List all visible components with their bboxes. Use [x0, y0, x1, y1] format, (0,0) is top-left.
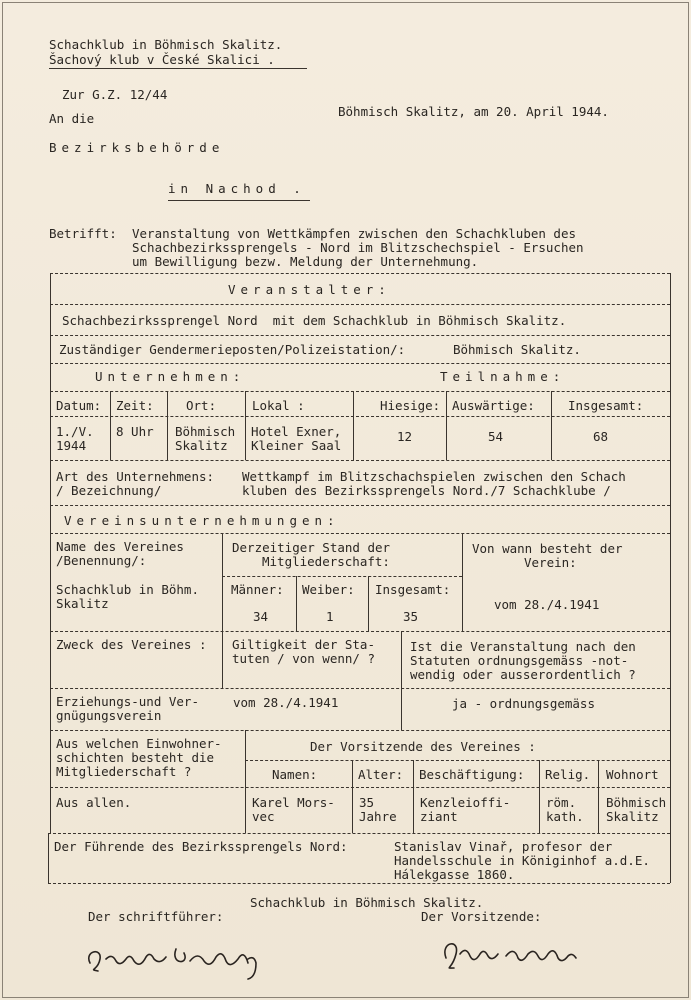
col-religion: Relig.: [545, 767, 591, 782]
table-rule: [50, 533, 670, 534]
column-divider: [368, 576, 369, 631]
membership-label: Mitgliederschaft:: [262, 554, 390, 569]
membership-label: Derzeitiger Stand der: [232, 540, 391, 555]
table-border-right: [670, 273, 671, 883]
column-divider: [222, 533, 223, 688]
district-leader-value: Stanislav Vinař, profesor der: [394, 839, 613, 854]
column-divider: [462, 533, 463, 631]
value-time: 8 Uhr: [116, 424, 154, 439]
value-women: 1: [326, 609, 334, 624]
subject-line: Schachbezirkssprengels - Nord im Blitzschechspiel - Ersuchen: [132, 240, 584, 255]
underline: [168, 200, 310, 201]
club-name-value: Skalitz: [56, 596, 109, 611]
table-rule: [50, 787, 670, 788]
subject-label: Betrifft:: [49, 226, 117, 241]
social-strata-label: Mitgliederschaft ?: [56, 764, 192, 779]
table-rule: [245, 760, 670, 761]
table-rule: [50, 335, 670, 336]
value-local: 12: [397, 429, 413, 444]
column-divider: [352, 760, 353, 833]
table-rule: [48, 833, 670, 834]
table-rule: [50, 416, 670, 417]
type-label: Art des Unternehmens:: [56, 469, 215, 484]
table-rule: [222, 576, 462, 577]
social-strata-label: schichten besteht die: [56, 750, 215, 765]
col-date: Datum:: [56, 398, 102, 413]
column-divider: [167, 391, 168, 460]
table-rule: [50, 631, 670, 632]
underline: [49, 68, 307, 69]
column-divider: [245, 391, 246, 460]
club-section-heading: Vereinsunternehmungen:: [64, 513, 340, 528]
col-total-members: Insgesamt:: [375, 582, 451, 597]
col-venue: Lokal :: [252, 398, 305, 413]
statute-validity-label: tuten / von wenn/ ?: [232, 651, 375, 666]
value-venue: Hotel Exner,: [251, 424, 342, 439]
table-rule: [50, 730, 670, 731]
club-name-label: Name des Vereines: [56, 539, 184, 554]
col-name: Namen:: [272, 767, 318, 782]
founded-label: Von wann besteht der: [472, 541, 623, 556]
chairman-residence: Skalitz: [606, 809, 659, 824]
value-date: 1944: [56, 438, 87, 453]
col-occupation: Beschäftigung:: [419, 767, 525, 782]
column-divider: [245, 730, 246, 833]
addressee-authority: Bezirksbehörde: [49, 140, 225, 155]
column-divider: [296, 576, 297, 631]
column-divider: [401, 631, 402, 730]
table-rule: [50, 273, 670, 274]
social-strata-value: Aus allen.: [56, 795, 132, 810]
type-value: kluben des Bezirkssprengels Nord./7 Schachklube /: [242, 483, 611, 498]
organizer-value: Schachbezirkssprengel Nord mit dem Schachklub in Böhmisch Skalitz.: [62, 313, 567, 328]
column-divider: [413, 760, 414, 833]
column-divider: [551, 391, 552, 460]
col-age: Alter:: [358, 767, 404, 782]
table-rule: [50, 363, 670, 364]
social-strata-label: Aus welchen Einwohner-: [56, 736, 222, 751]
signature-secretary: [80, 925, 280, 985]
column-divider: [353, 391, 354, 460]
chairman-label: Der Vorsitzende:: [421, 909, 542, 924]
chairman-age: Jahre: [359, 809, 397, 824]
club-name-value: Schachklub in Böhm.: [56, 582, 199, 597]
gendarmerie-label: Zuständiger Gendermerieposten/Polizeistation/:: [59, 342, 406, 357]
col-visitors: Auswärtige:: [452, 398, 535, 413]
chairman-heading: Der Vorsitzende des Vereines :: [310, 739, 536, 754]
table-border-left: [50, 273, 51, 833]
column-divider: [539, 760, 540, 833]
club-name-german: Schachklub in Böhmisch Skalitz.: [49, 37, 283, 52]
column-divider: [598, 760, 599, 833]
value-place: Skalitz: [175, 438, 228, 453]
purpose-label: Zweck des Vereines :: [56, 637, 207, 652]
signature-chairman: [440, 928, 590, 978]
table-rule: [50, 391, 670, 392]
value-visitors: 54: [488, 429, 504, 444]
addressee-location: in Nachod .: [168, 181, 306, 196]
statute-validity-label: Giltigkeit der Sta-: [232, 637, 375, 652]
founded-value: vom 28./4.1941: [494, 597, 600, 612]
col-place: Ort:: [186, 398, 217, 413]
subject-line: Veranstaltung von Wettkämpfen zwischen den Schachkluben des: [132, 226, 577, 241]
chairman-occupation: Kenzleioffi-: [420, 795, 511, 810]
column-divider: [446, 391, 447, 460]
value-venue: Kleiner Saal: [251, 438, 342, 453]
chairman-religion: röm.: [546, 795, 577, 810]
undertaking-heading: Unternehmen:: [95, 369, 246, 384]
type-label: / Bezeichnung/: [56, 483, 162, 498]
value-total-members: 35: [403, 609, 419, 624]
chairman-age: 35: [359, 795, 375, 810]
footer-club: Schachklub in Böhmisch Skalitz.: [250, 895, 484, 910]
table-rule: [50, 304, 670, 305]
column-divider: [110, 391, 111, 460]
chairman-religion: kath.: [546, 809, 584, 824]
founded-label: Verein:: [524, 555, 577, 570]
conformity-label: Ist die Veranstaltung nach den: [410, 639, 636, 654]
addressee-prefix: An die: [49, 111, 95, 126]
col-local: Hiesige:: [380, 398, 441, 413]
purpose-value: gnügungsverein: [56, 708, 162, 723]
col-men: Männer:: [231, 582, 284, 597]
table-rule: [48, 883, 670, 884]
value-place: Böhmisch: [175, 424, 236, 439]
club-name-czech: Šachový klub v České Skalici .: [49, 52, 275, 67]
place-date: Böhmisch Skalitz, am 20. April 1944.: [338, 104, 609, 119]
chairman-residence: Böhmisch: [606, 795, 667, 810]
chairman-occupation: ziant: [420, 809, 458, 824]
table-rule: [50, 505, 670, 506]
statute-validity-value: vom 28./4.1941: [233, 695, 339, 710]
district-leader-value: Hálekgasse 1860.: [394, 867, 515, 882]
gendarmerie-value: Böhmisch Skalitz.: [453, 342, 581, 357]
col-total: Insgesamt:: [568, 398, 644, 413]
conformity-value: ja - ordnungsgemäss: [452, 696, 595, 711]
chairman-name: vec: [252, 809, 275, 824]
organizer-heading: Veranstalter:: [228, 282, 391, 297]
purpose-value: Erziehungs-und Ver-: [56, 694, 199, 709]
value-date: 1./V.: [56, 424, 94, 439]
reference-number: Zur G.Z. 12/44: [62, 87, 168, 102]
col-time: Zeit:: [116, 398, 154, 413]
participation-heading: Teilnahme:: [440, 369, 566, 384]
table-rule: [50, 688, 670, 689]
value-total: 68: [593, 429, 609, 444]
conformity-label: wendig oder ausserordentlich ?: [410, 667, 636, 682]
table-rule: [50, 460, 670, 461]
club-name-label: /Benennung/:: [56, 553, 147, 568]
type-value: Wettkampf im Blitzschachspielen zwischen den Schach: [242, 469, 626, 484]
district-leader-value: Handelsschule in Königinhof a.d.E.: [394, 853, 650, 868]
subject-line: um Bewilligung bezw. Meldung der Unternehmung.: [132, 254, 479, 269]
chairman-name: Karel Mors-: [252, 795, 335, 810]
table-border-left: [48, 833, 49, 883]
conformity-label: Statuten ordnungsgemäss -not-: [410, 653, 629, 668]
secretary-label: Der schriftführer:: [88, 909, 224, 924]
district-leader-label: Der Führende des Bezirkssprengels Nord:: [54, 839, 348, 854]
col-women: Weiber:: [302, 582, 355, 597]
col-residence: Wohnort: [606, 767, 659, 782]
value-men: 34: [253, 609, 269, 624]
